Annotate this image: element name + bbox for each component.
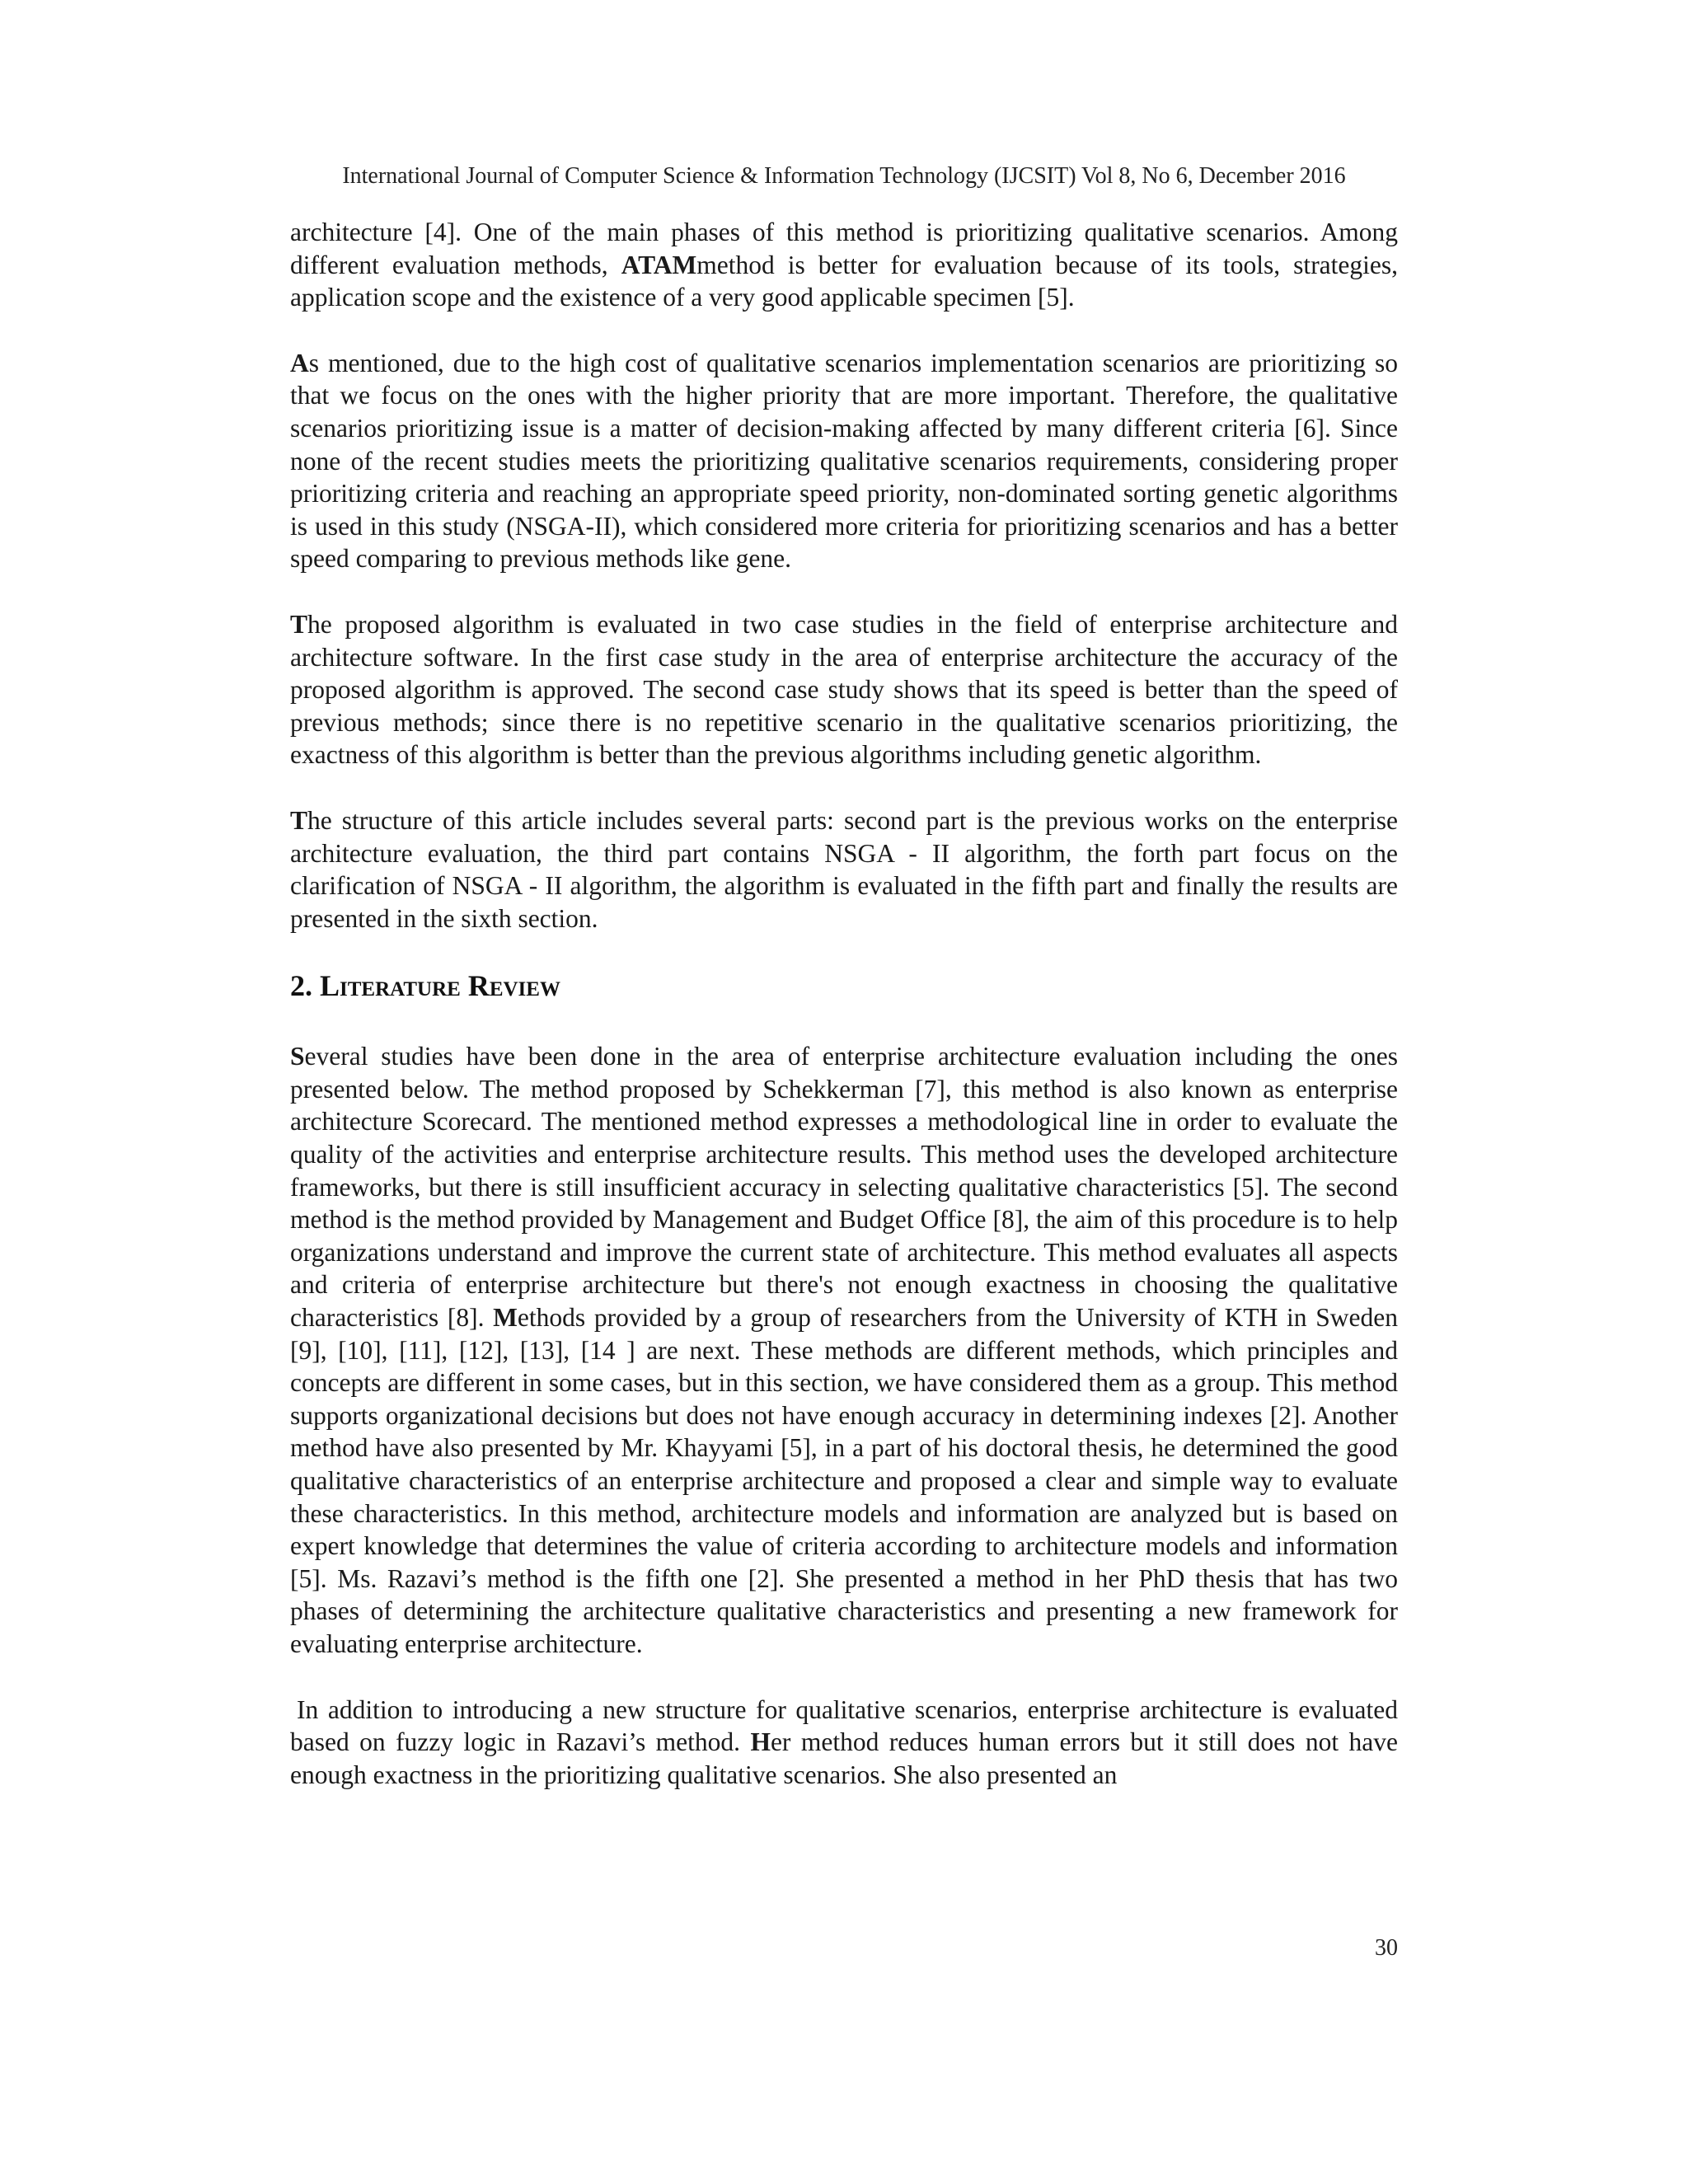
drop-letter: A <box>290 348 309 377</box>
paragraph-literature-review-text-1: everal studies have been done in the area of enterprise architecture evaluation including the ones presented below. The method proposed by Schekkerman [7], this method is also known as enterprise architecture Scorecard. The mentioned method expresses a methodological line in order to evaluate the quality of the activities and enterprise architecture results. This method uses the developed architecture frameworks, but there is still insufficient accuracy in selecting qualitative characteristics [5]. The second method is the method provided by Management and Budget Office [8], the aim of this procedure is to help organizations understand and improve the current state of architecture. This method evaluates all aspects and criteria of enterprise architecture but there's not enough exactness in choosing the qualitative characteristics [8]. <box>290 1042 1398 1333</box>
paragraph-case-studies <box>290 608 1398 771</box>
bold-letter: M <box>493 1303 518 1333</box>
page-number: 30 <box>1375 1935 1398 1961</box>
paragraph-structure <box>290 804 1398 935</box>
body-text <box>290 216 1398 1824</box>
drop-letter: T <box>290 609 308 639</box>
paragraph-razavi <box>290 1694 1398 1792</box>
heading-initial-r: R <box>467 969 490 1003</box>
paragraph-prioritizing <box>290 347 1398 575</box>
heading-word-review: eview <box>489 969 560 1003</box>
drop-letter: S <box>290 1042 305 1071</box>
paragraph-prioritizing-text: s mentioned, due to the high cost of qualitative scenarios implementation scenarios are prioritizing so that we focus on the ones with the higher priority that are more important. Therefore, the qualitative scenarios prioritizing issue is a matter of decision-making affected by many different criteria [6]. Since none of the recent studies meets the prioritizing qualitative scenarios requirements, considering proper prioritizing criteria and reaching an appropriate speed priority, non-dominated sorting genetic algorithms is used in this study (NSGA-II), which considered more criteria for prioritizing scenarios and has a better speed comparing to previous methods like gene. <box>290 348 1398 574</box>
paragraph-razavi-text-2: er method reduces human errors but it still does not have enough exactness in the prioritizing qualitative scenarios. She also presented an <box>290 1727 1398 1789</box>
paragraph-atam-text-1: architecture [4]. One of the main phases of this method is prioritizing qualitative scenarios. Among different evaluation methods, <box>290 218 1398 279</box>
atam-acronym: ATAM <box>621 250 697 279</box>
paragraph-literature-review <box>290 1040 1398 1660</box>
paragraph-razavi-text-1: In addition to introducing a new structure for qualitative scenarios, enterprise architecture is evaluated based on fuzzy logic in Razavi’s method. <box>290 1694 1398 1757</box>
running-header: International Journal of Computer Science & Information Technology (IJCSIT) Vol 8, No 6, December 2016 <box>342 163 1346 189</box>
bold-letter: H <box>750 1727 771 1757</box>
paragraph-case-studies-text: he proposed algorithm is evaluated in two case studies in the field of enterprise architecture and architecture software. In the first case study in the area of enterprise architecture the accuracy of the proposed algorithm is approved. The second case study shows that its speed is better than the speed of previous methods; since there is no repetitive scenario in the qualitative scenarios prioritizing, the exactness of this algorithm is better than the previous algorithms including genetic algorithm. <box>290 609 1398 770</box>
drop-letter: T <box>290 805 308 835</box>
paragraph-literature-review-text-2: ethods provided by a group of researchers from the University of KTH in Sweden [9], [10], [11], [12], [13], [14 ] are next. These methods are different methods, which principles and concepts are different in some cases, but in this section, we have considered them as a group. This method supports organizational decisions but does not have enough accuracy in determining indexes [2]. Another method have also presented by Mr. Khayyami [5], in a part of his doctoral thesis, he determined the good qualitative characteristics of an enterprise architecture and proposed a clear and simple way to evaluate these characteristics. In this method, architecture models and information are analyzed but is based on expert knowledge that determines the value of criteria according to architecture models and information [5]. Ms. Razavi’s method is the fifth one [2]. She presented a method in her PhD thesis that has two phases of determining the architecture qualitative characteristics and presenting a new framework for evaluating enterprise architecture. <box>290 1303 1398 1658</box>
section-number: 2. <box>290 969 320 1003</box>
heading-word-literature: iterature <box>340 969 461 1003</box>
paragraph-atam-text-2: method is better for evaluation because of its tools, strategies, application scope and the existence of a very good applicable specimen [5]. <box>290 250 1399 312</box>
heading-initial-l: L <box>320 969 340 1003</box>
paragraph-atam <box>290 216 1398 314</box>
section-heading-literature-review <box>290 968 1398 1004</box>
paragraph-structure-text: he structure of this article includes several parts: second part is the previous works on the enterprise architecture evaluation, the third part contains NSGA - II algorithm, the forth part focus on the clarification of NSGA - II algorithm, the algorithm is evaluated in the fifth part and finally the results are presented in the sixth section. <box>290 805 1398 933</box>
